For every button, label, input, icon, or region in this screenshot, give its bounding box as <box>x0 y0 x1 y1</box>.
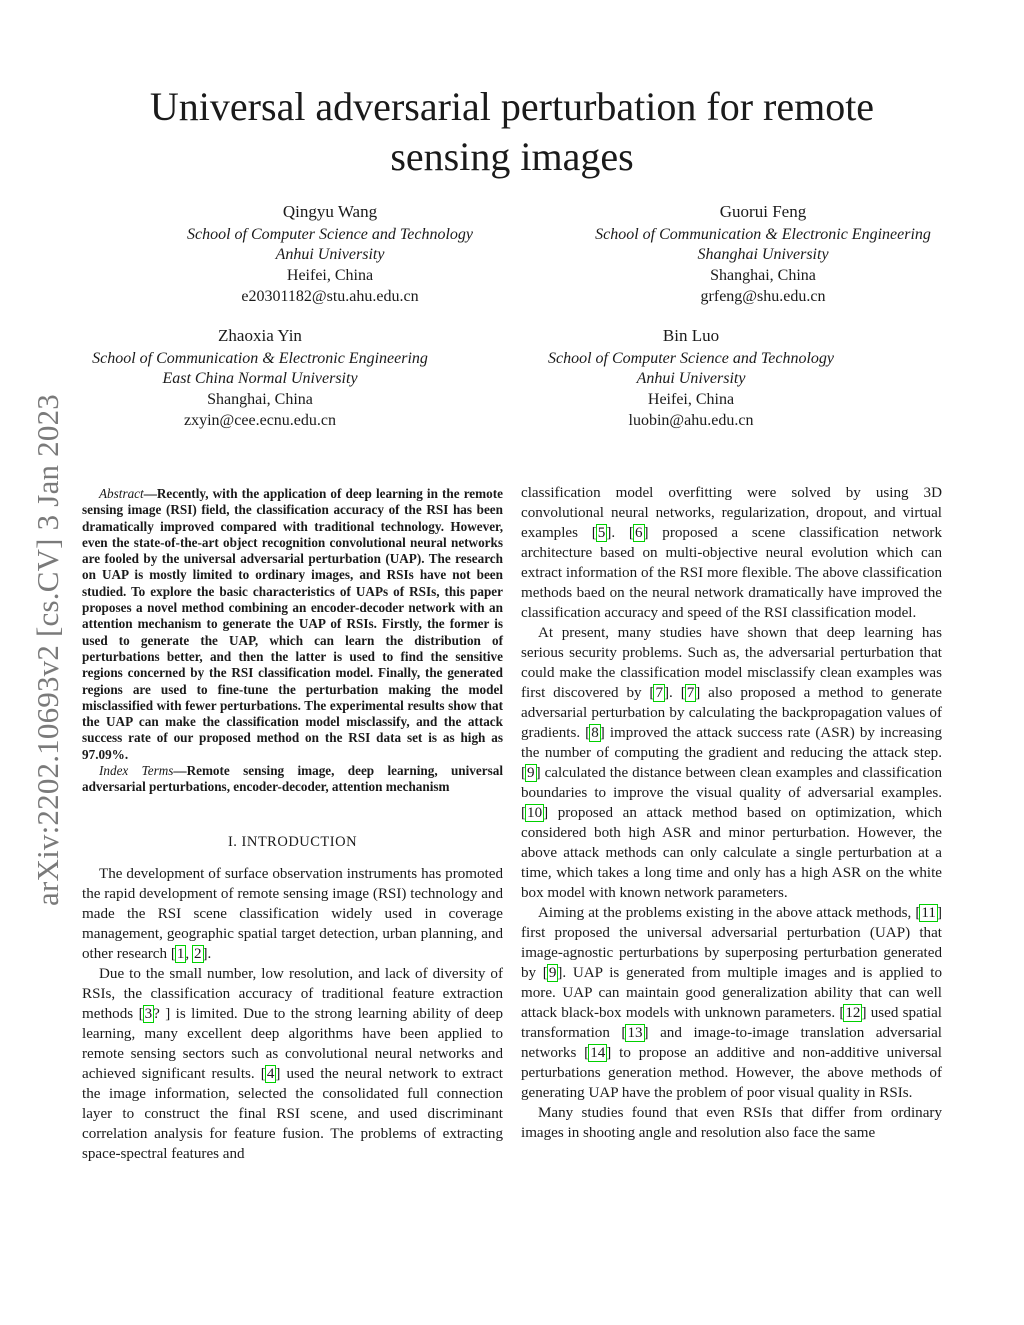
citation-link[interactable]: 7 <box>655 685 663 701</box>
author-name: Guorui Feng <box>719 202 807 221</box>
author-block-2 <box>543 202 983 308</box>
author-block-3 <box>40 326 480 432</box>
author-city: Shanghai, China <box>710 267 816 285</box>
citation-link[interactable]: 5 <box>597 525 606 541</box>
author-name: Zhaoxia Yin <box>218 326 302 345</box>
right-column <box>521 483 942 1143</box>
author-block-4 <box>471 326 911 432</box>
author-city: Heifei, China <box>647 391 735 409</box>
author-email: grfeng@shu.edu.cn <box>700 287 826 305</box>
citation-link[interactable]: 2 <box>193 945 202 962</box>
author-block-1 <box>110 202 550 308</box>
title-line-2: sensing images <box>390 134 634 179</box>
citation-link[interactable]: 7 <box>686 685 695 701</box>
paragraph: The development of surface observation instruments has promoted the rapid development of remote sensing image (RSI) technology and made the RSI scene classification widely used in coverage management, geographic spatial target detection, urban planning, and other research [1, 2]. <box>82 865 503 962</box>
author-dept: School of Communication & Electronic Engineering <box>595 225 931 243</box>
author-name: Bin Luo <box>662 326 720 345</box>
author-email: luobin@ahu.edu.cn <box>628 411 754 429</box>
author-univ: Shanghai University <box>697 246 829 264</box>
citation-link[interactable]: 8 <box>591 725 599 741</box>
author-univ: Anhui University <box>275 246 385 264</box>
abstract-label: Abstract <box>99 486 144 501</box>
author-univ: East China Normal University <box>162 370 358 388</box>
author-city: Shanghai, China <box>207 391 313 409</box>
author-email: zxyin@cee.ecnu.edu.cn <box>184 411 336 429</box>
paragraph: classification model overfitting were solved by using 3D convolutional neural networks, regularization, dropout, and virtual examples [5]. [6] proposed a scene classification network architecture based on multi-objective neural evolution which can extract information of the RSI more flexible. The above classification methods baed on the neural network dramatically have improved the classification accuracy and speed of the RSI classification model. <box>521 485 942 621</box>
author-dept: School of Computer Science and Technology <box>547 349 835 367</box>
citation-link[interactable]: 3 <box>144 1005 153 1022</box>
citation-link[interactable]: 14 <box>590 1045 606 1061</box>
left-column <box>82 486 503 1164</box>
citation-link[interactable]: 13 <box>627 1025 643 1041</box>
citation-link[interactable]: 9 <box>527 765 535 781</box>
citation-link[interactable]: 4 <box>266 1065 275 1082</box>
index-terms-label: Index Terms <box>99 763 174 779</box>
paragraph: At present, many studies have shown that deep learning has serious security problems. Such as, the adversarial perturbation that could make the classification model misclassify clean examples was first discovered by [7]. [7] also proposed a method to generate adversarial perturbation by calculating the backpropagation values of gradients. [8] improved the attack success rate (ASR) by increasing the number of computing the gradient and reducing the attack step. [9] calculated the distance between clean examples and classification boundaries to improve the visual quality of adversarial examples. [10] proposed an attack method based on optimization, which considered both high ASR and minor perturbation. However, the above attack methods can only calculate a single perturbation at a time, which takes a long time and only has a high ASR on the white box model with known network parameters. <box>521 625 943 901</box>
citation-link[interactable]: 10 <box>527 805 543 821</box>
abstract <box>82 486 503 796</box>
author-dept: School of Computer Science and Technology <box>186 225 474 243</box>
paper-title <box>100 82 924 182</box>
citation-link[interactable]: 11 <box>921 905 936 921</box>
title-line-1: Universal adversarial perturbation for remote <box>149 84 875 129</box>
paragraph: Many studies found that even RSIs that differ from ordinary images in shooting angle and resolution also face the same <box>521 1105 942 1141</box>
citation-link[interactable]: 1 <box>176 945 185 962</box>
citation-link[interactable]: 6 <box>634 525 643 541</box>
section-heading: I. INTRODUCTION <box>227 833 358 850</box>
author-name: Qingyu Wang <box>282 202 378 221</box>
paragraph: Aiming at the problems existing in the above attack methods, [11] first proposed the universal adversarial perturbation (UAP) that image-agnostic perturbations by superposing perturbation generated by [9]. UAP is generated from multiple images and is applied to more. UAP can maintain good generalization ability that can well attack black-box models with unknown parameters. [12] used spatial transformation [13] and image-to-image translation adversarial networks [14] to propose an additive and non-additive universal perturbations generation method. However, the above methods of generating UAP have the problem of poor visual quality in RSIs. <box>521 905 942 1101</box>
paragraph: Due to the small number, low resolution, and lack of diversity of RSIs, the classification accuracy of traditional feature extraction methods [3? ] is limited. Due to the strong learning ability of deep learning, many excellent deep algorithms have been applied to remote sensing sectors such as convolutional neural networks and achieved significant results. [4] used the neural network to extract the image information, selected the consolidated full connection layer to construct the final RSI scene, and used discriminant correlation analysis for feature fusion. The problems of extracting space-spectral features and <box>82 965 504 1162</box>
citation-link[interactable]: 9 <box>548 965 557 981</box>
citation-link[interactable]: 12 <box>845 1005 861 1021</box>
author-city: Heifei, China <box>286 267 374 285</box>
author-dept: School of Communication & Electronic Engineering <box>92 349 428 367</box>
arxiv-stamp-text: arXiv:2202.10693v2 [cs.CV] 3 Jan 2023 <box>30 394 65 906</box>
index-terms-text: —Remote sensing image, deep learning, universal adversarial perturbations, encoder-decoder, attention mechanism <box>82 763 503 795</box>
author-univ: Anhui University <box>636 370 746 388</box>
author-email: e20301182@stu.ahu.edu.cn <box>241 287 419 305</box>
abstract-text: —Recently, with the application of deep learning in the remote sensing image (RSI) field, the classification accuracy of the RSI has been dramatically improved compared with traditional technology. However, even the state-of-the-art object recognition convolutional neural networks are fooled by the universal adversarial perturbation (UAP). The research on UAP is mostly limited to ordinary images, and RSIs have not been studied. To explore the basic characteristics of UAPs of RSIs, this paper proposes a novel method combining an encoder-decoder network with an attention mechanism to generate the UAP of RSIs. Firstly, the former is used to generate the UAP, which can learn the distribution of perturbations better, and then the latter is used to find the sensitive regions concerned by the RSI classification model. Finally, the generated regions are used to fine-tune the perturbation making the model misclassified with fewer perturbations. The experimental results show that the UAP can make the classification model misclassify, and the attack success rate of our proposed method on the RSI data set is as high as 97.09%. <box>82 486 503 762</box>
